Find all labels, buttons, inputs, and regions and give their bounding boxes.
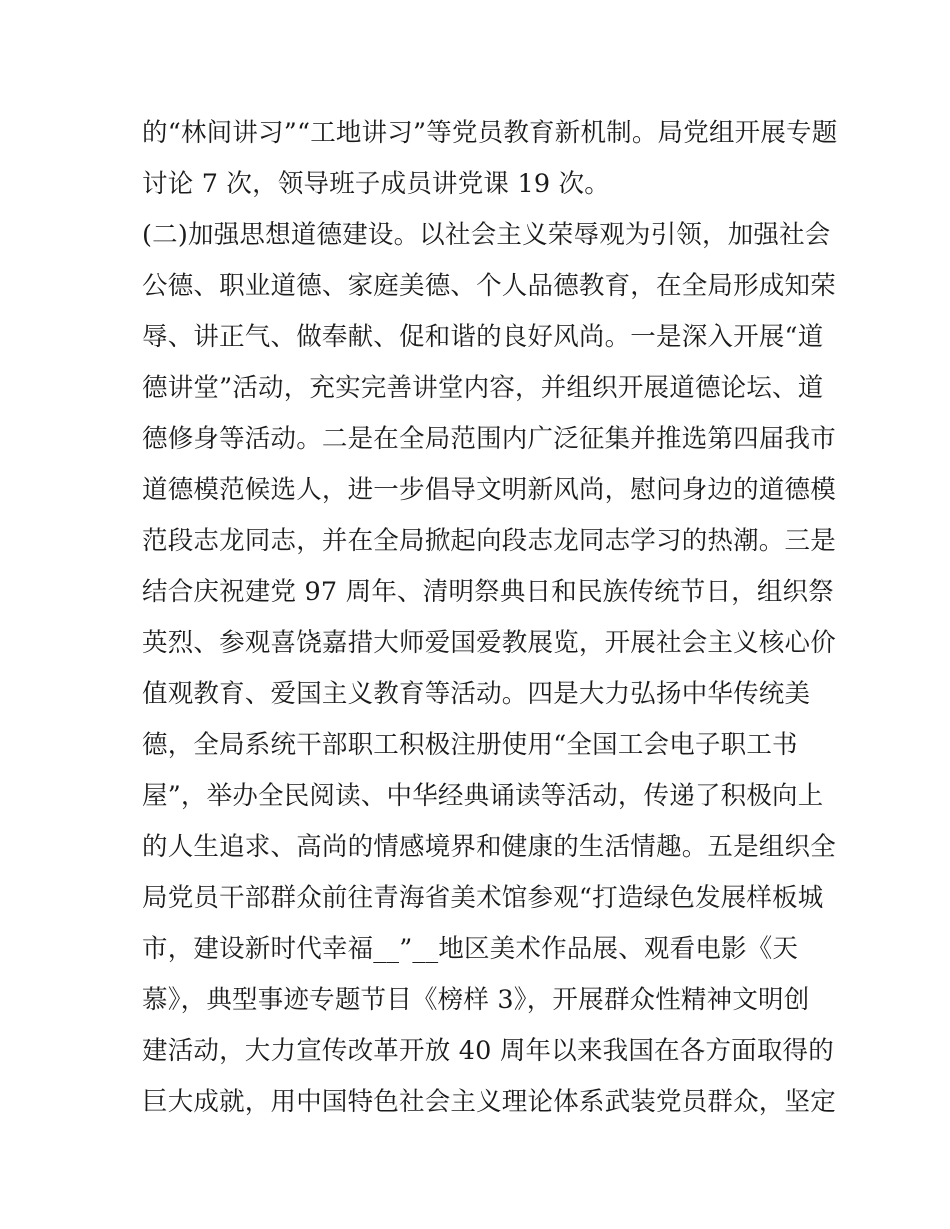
text-line: 公德、职业道德、家庭美德、个人品德教育，在全局形成知荣 [142,271,836,301]
text-line: (二)加强思想道德建设。以社会主义荣辱观为引领，加强社会 [142,220,831,250]
text-line: 的“林间讲习”“工地讲习”等党员教育新机制。局党组开展专题 [142,118,838,148]
text-line: 屋”，举办全民阅读、中华经典诵读等活动，传递了积极向上 [142,781,824,811]
text-line: 讨论 7 次，领导班子成员讲党课 19 次。 [142,169,610,199]
text-line: 德修身等活动。二是在全局范围内广泛征集并推选第四届我市 [142,424,836,454]
text-line: 结合庆祝建党 97 周年、清明祭典日和民族传统节日，组织祭 [142,577,834,607]
text-line: 建活动，大力宣传改革开放 40 周年以来我国在各方面取得的 [142,1036,834,1066]
text-line: 市，建设新时代幸福__”__地区美术作品展、观看电影《天 [142,934,799,964]
text-line: 的人生追求、高尚的情感境界和健康的生活情趣。五是组织全 [142,832,836,862]
text-line: 辱、讲正气、做奉献、促和谐的良好风尚。一是深入开展“道 [142,322,824,352]
text-line: 巨大成就，用中国特色社会主义理论体系武装党员群众，坚定 [142,1087,836,1117]
text-line: 德讲堂”活动，充实完善讲堂内容，并组织开展道德论坛、道 [142,373,824,403]
text-line: 慕》，典型事迹专题节目《榜样 3》，开展群众性精神文明创 [142,985,810,1015]
text-line: 值观教育、爱国主义教育等活动。四是大力弘扬中华传统美 [142,679,811,709]
text-line: 范段志龙同志，并在全局掀起向段志龙同志学习的热潮。三是 [142,526,836,556]
text-line: 局党员干部群众前往青海省美术馆参观“打造绿色发展样板城 [142,883,824,913]
text-line: 德，全局系统干部职工积极注册使用“全国工会电子职工书 [142,730,798,760]
body-text [142,108,838,1128]
text-line: 英烈、参观喜饶嘉措大师爱国爱教展览，开展社会主义核心价 [142,628,836,658]
text-line: 道德模范候选人，进一步倡导文明新风尚，慰问身边的道德模 [142,475,836,505]
